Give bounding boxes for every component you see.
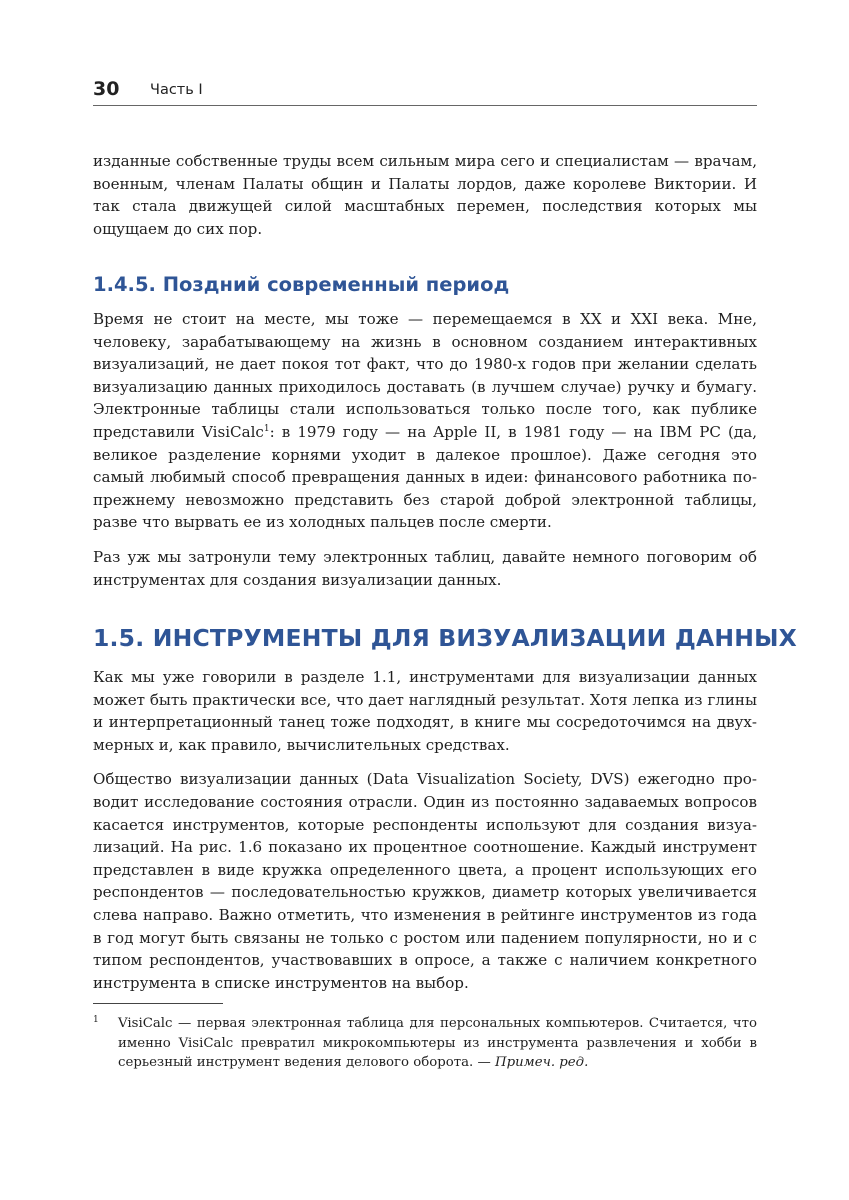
page-number: 30 [93,78,120,100]
footnote-body [118,1014,757,1073]
section-1-5-heading: 1.5. ИНСТРУМЕНТЫ ДЛЯ ВИЗУАЛИЗАЦИИ ДАННЫХ [93,624,797,652]
footnote-reference[interactable]: 1 [263,423,270,434]
footnote-text: VisiCalc — первая электронная таблица для персональных компьютеров. Считается, что именно VisiCalc превратил микрокомпьютеры из инструмента развлечения и хобби в серьезный инструмент ведения делового оборота. — [118,1016,757,1070]
header-rule [93,105,757,106]
footnote-divider [93,1003,223,1004]
section-1-5-paragraph-2: Общество визуализации данных (Data Visualization Society, DVS) ежегодно проводит исследование состояния отрасли. Один из постоянно задаваемых вопросов касается инструментов, которые респонденты используют для создания визуализаций. На рис. 1.6 показано их процентное соотношение. Каждый инструмент представлен в виде кружка определенного цвета, а процент использующих его респондентов — последовательностью кружков, диаметр которых увеличивается слева направо. Важно отметить, что изменения в рейтинге инструментов из года в год могут быть связаны не только с ростом или падением популярности, но и с типом респондентов, участвовавших в опросе, а также с наличием конкретного инструмента в списке инструментов на выбор. [93,770,757,992]
intro-paragraph: изданные собственные труды всем сильным мира сего и специалистам — врачам, военным, членам Палаты общин и Палаты лордов, даже королеве Виктории. И так стала движущей силой масштабных перемен, последствия которых мы ощущаем до сих пор. [93,152,757,238]
section-1-5-body [93,666,757,994]
running-header [93,78,757,104]
paragraph-text-part-b: : в 1979 году — на Apple II, в 1981 году — на IBM PC (да, великое разделение корнями уходит в далекое прошлое). Даже сегодня это самый любимый способ превращения данных в идеи: финансового работника по-прежнему невозможно представить без старой доброй электронной таблицы, разве что вырвать ее из холодных пальцев после смерти. [93,422,757,532]
section-1-4-5-paragraph-2: Раз уж мы затронули тему электронных таблиц, давайте немного поговорим об инструментах для создания визуализации данных. [93,547,757,589]
intro-paragraph-block [93,150,757,240]
paragraph-text-part-a: Время не стоит на месте, мы тоже — перемещаемся в XX и XXI века. Мне, человеку, зарабатывающему на жизнь в основном созданием интерактивных визуализаций, не дает покоя тот факт, что до 1980-х годов при желании сделать визуализацию данных приходилось доставать (в лучшем случае) ручку и бумагу. Электронные таблицы стали использоваться только после того, как публике представили VisiCalc [93,310,757,441]
part-label: Часть I [150,82,203,98]
section-1-5-paragraph-1: Как мы уже говорили в разделе 1.1, инструментами для визуализации данных может быть практически все, что дает наглядный результат. Хотя лепка из глины и интерпретационный танец тоже подходят, в книге мы сосредоточимся на двухмерных и, как правило, вычислительных средствах. [93,668,757,754]
editor-note: Примеч. ред. [495,1055,589,1070]
footnote [93,1014,757,1073]
section-1-4-5-body [93,308,757,591]
footnote-mark: 1 [93,1015,99,1025]
section-1-4-5-heading: 1.4.5. Поздний современный период [93,273,510,296]
section-1-4-5-paragraph-1 [93,308,757,534]
